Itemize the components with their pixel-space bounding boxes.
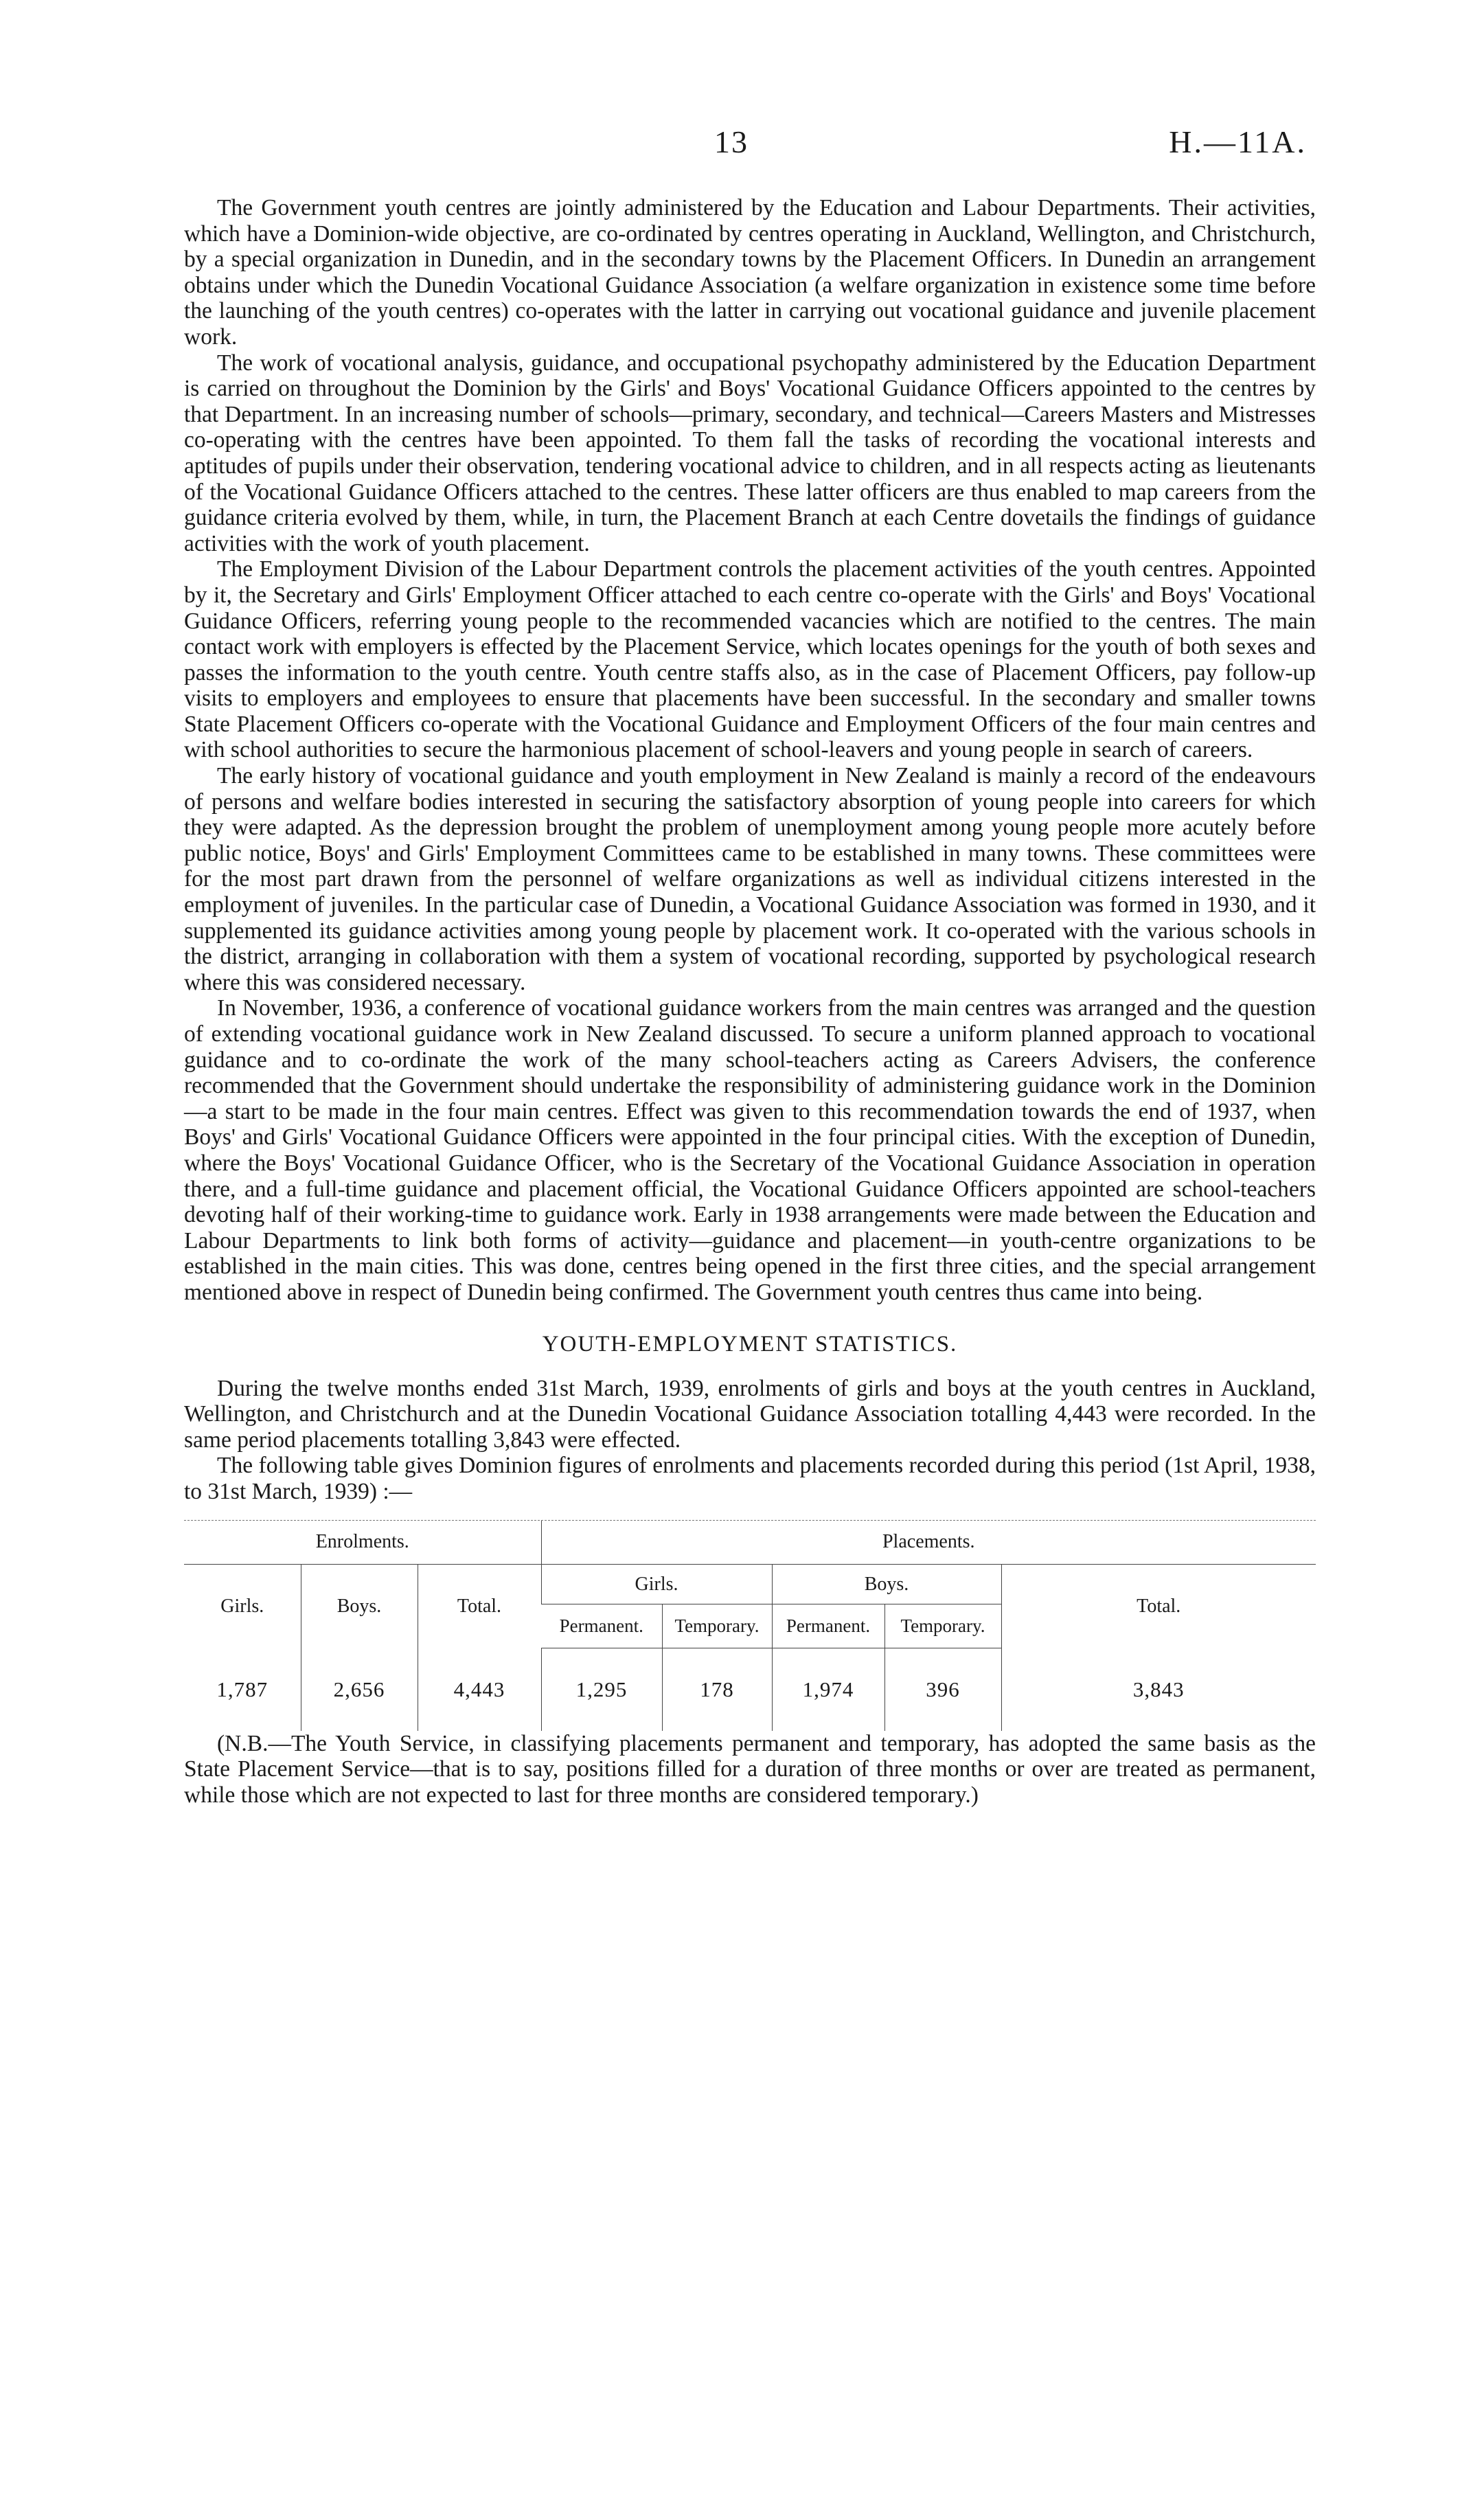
table-row [184, 1648, 1316, 1731]
paragraph: The following table gives Dominion figures of enrolments and placements recorded during this period (1st April, 1938, to 31st March, 1939) :— [184, 1453, 1316, 1504]
boys-permanent-value: 1,974 [772, 1648, 884, 1731]
boys-permanent-header: Permanent. [772, 1604, 884, 1648]
footnote: (N.B.—The Youth Service, in classifying placements permanent and temporary, has adopted the same basis as the State Placement Service—that is to say, positions filled for a duration of three months or over are treated as permanent, while those which are not expected to last for three months are considered temporary.) [184, 1730, 1316, 1808]
enrolments-boys-header: Boys. [301, 1565, 418, 1648]
paragraph: In November, 1936, a conference of vocational guidance workers from the main centres was arranged and the question of extending vocational guidance work in New Zealand discussed. To secure a uniform planned approach to vocational guidance and to co-ordinate the work of the many school-teachers acting as Careers Advisers, the conference recommended that the Government should undertake the responsibility of administering guidance work in the Dominion—a start to be made in the four main centres. Effect was given to this recommendation towards the end of 1937, when Boys' and Girls' Vocational Guidance Officers were appointed in the four principal cities. With the exception of Dunedin, where the Boys' Vocational Guidance Officer, who is the Secretary of the Vocational Guidance Association in operation there, and a full-time guidance and placement official, the Vocational Guidance Officers appointed are school-teachers devoting half of their working-time to guidance work. Early in 1938 arrangements were made between the Education and Labour Departments to link both forms of activity—guidance and placement—in youth-centre organizations to be established in the main cities. This was done, centres being opened in the first three cities, and the special arrangement mentioned above in respect of Dunedin being confirmed. The Government youth centres thus came into being. [184, 995, 1316, 1305]
enrolments-boys-value: 2,656 [301, 1648, 418, 1731]
placements-boys-header: Boys. [772, 1565, 1001, 1604]
boys-temporary-header: Temporary. [884, 1604, 1001, 1648]
placements-girls-header: Girls. [541, 1565, 772, 1604]
boys-temporary-value: 396 [884, 1648, 1001, 1731]
girls-temporary-header: Temporary. [662, 1604, 772, 1648]
girls-permanent-header: Permanent. [541, 1604, 662, 1648]
page-number: 13 [714, 124, 749, 159]
statistics-table [184, 1521, 1316, 1731]
paragraph: During the twelve months ended 31st March, 1939, enrolments of girls and boys at the youth centres in Auckland, Wellington, and Christchurch and at the Dunedin Vocational Guidance Association totalling 4,443 were recorded. In the same period placements totalling 3,843 were effected. [184, 1375, 1316, 1453]
placements-header: Placements. [541, 1521, 1316, 1565]
placements-total-header: Total. [1001, 1565, 1316, 1648]
girls-temporary-value: 178 [662, 1648, 772, 1731]
paragraph: The work of vocational analysis, guidance, and occupational psychopathy administered by the Education Department is carried on throughout the Dominion by the Girls' and Boys' Vocational Guidance Officers appointed to the centres by that Department. In an increasing number of schools—primary, secondary, and technical—Careers Masters and Mistresses co-operating with the centres have been appointed. To them fall the tasks of recording the vocational interests and aptitudes of pupils under their observation, tendering vocational advice to children, and in all respects acting as lieutenants of the Vocational Guidance Officers attached to the centres. These latter officers are thus enabled to map careers from the guidance criteria evolved by them, while, in turn, the Placement Branch at each Centre dovetails the findings of guidance activities with the work of youth placement. [184, 350, 1316, 556]
enrolments-girls-value: 1,787 [216, 1677, 269, 1701]
enrolments-header: Enrolments. [315, 1531, 409, 1553]
body-text [184, 195, 1316, 1808]
document-reference: H.—11A. [1169, 124, 1307, 159]
paragraph: The Employment Division of the Labour Department controls the placement activities of the youth centres. Appointed by it, the Secretary and Girls' Employment Officer attached to each centre co-operate with the Girls' and Boys' Vocational Guidance Officers, referring young people to the recommended vacancies which are notified to the centres. The main contact work with employers is effected by the Placement Service, which locates openings for the youth of both sexes and passes the information to the youth centre. Youth centre staffs also, as in the case of Placement Officers, pay follow-up visits to employers and employees to ensure that placements have been successful. In the secondary and smaller towns State Placement Officers co-operate with the Vocational Guidance and Employment Officers of the four main centres and with school authorities to secure the harmonious placement of school-leavers and young people in search of careers. [184, 556, 1316, 763]
enrolments-girls-header: Girls. [220, 1595, 264, 1617]
girls-permanent-value: 1,295 [541, 1648, 662, 1731]
paragraph: The Government youth centres are jointly administered by the Education and Labour Departments. Their activities, which have a Dominion-wide objective, are co-ordinated by centres operating in Auckland, Wellington, and Christchurch, by a special organization in Dunedin, and in the secondary towns by the Placement Officers. In Dunedin an arrangement obtains under which the Dunedin Vocational Guidance Association (a welfare organization in existence some time before the launching of the youth centres) co-operates with the latter in carrying out vocational guidance and juvenile placement work. [184, 195, 1316, 350]
paragraph: The early history of vocational guidance and youth employment in New Zealand is mainly a record of the endeavours of persons and welfare bodies interested in securing the satisfactory absorption of young people into careers for which they were adapted. As the depression brought the problem of unemployment among young people more acutely before public notice, Boys' and Girls' Employment Committees came to be established in many towns. These committees were for the most part drawn from the personnel of welfare organizations as well as individual citizens interested in the employment of juveniles. In the particular case of Dunedin, a Vocational Guidance Association was formed in 1930, and it supplemented its guidance activities among young people by placement work. It co-operated with the various schools in the district, arranging in collaboration with them a system of vocational recording, supported by psychological research where this was considered necessary. [184, 763, 1316, 995]
placements-total-value: 3,843 [1001, 1648, 1316, 1731]
statistics-table-container [184, 1520, 1316, 1731]
enrolments-total-header: Total. [418, 1565, 541, 1648]
section-heading: YOUTH-EMPLOYMENT STATISTICS. [542, 1331, 958, 1357]
enrolments-total-value: 4,443 [418, 1648, 541, 1731]
